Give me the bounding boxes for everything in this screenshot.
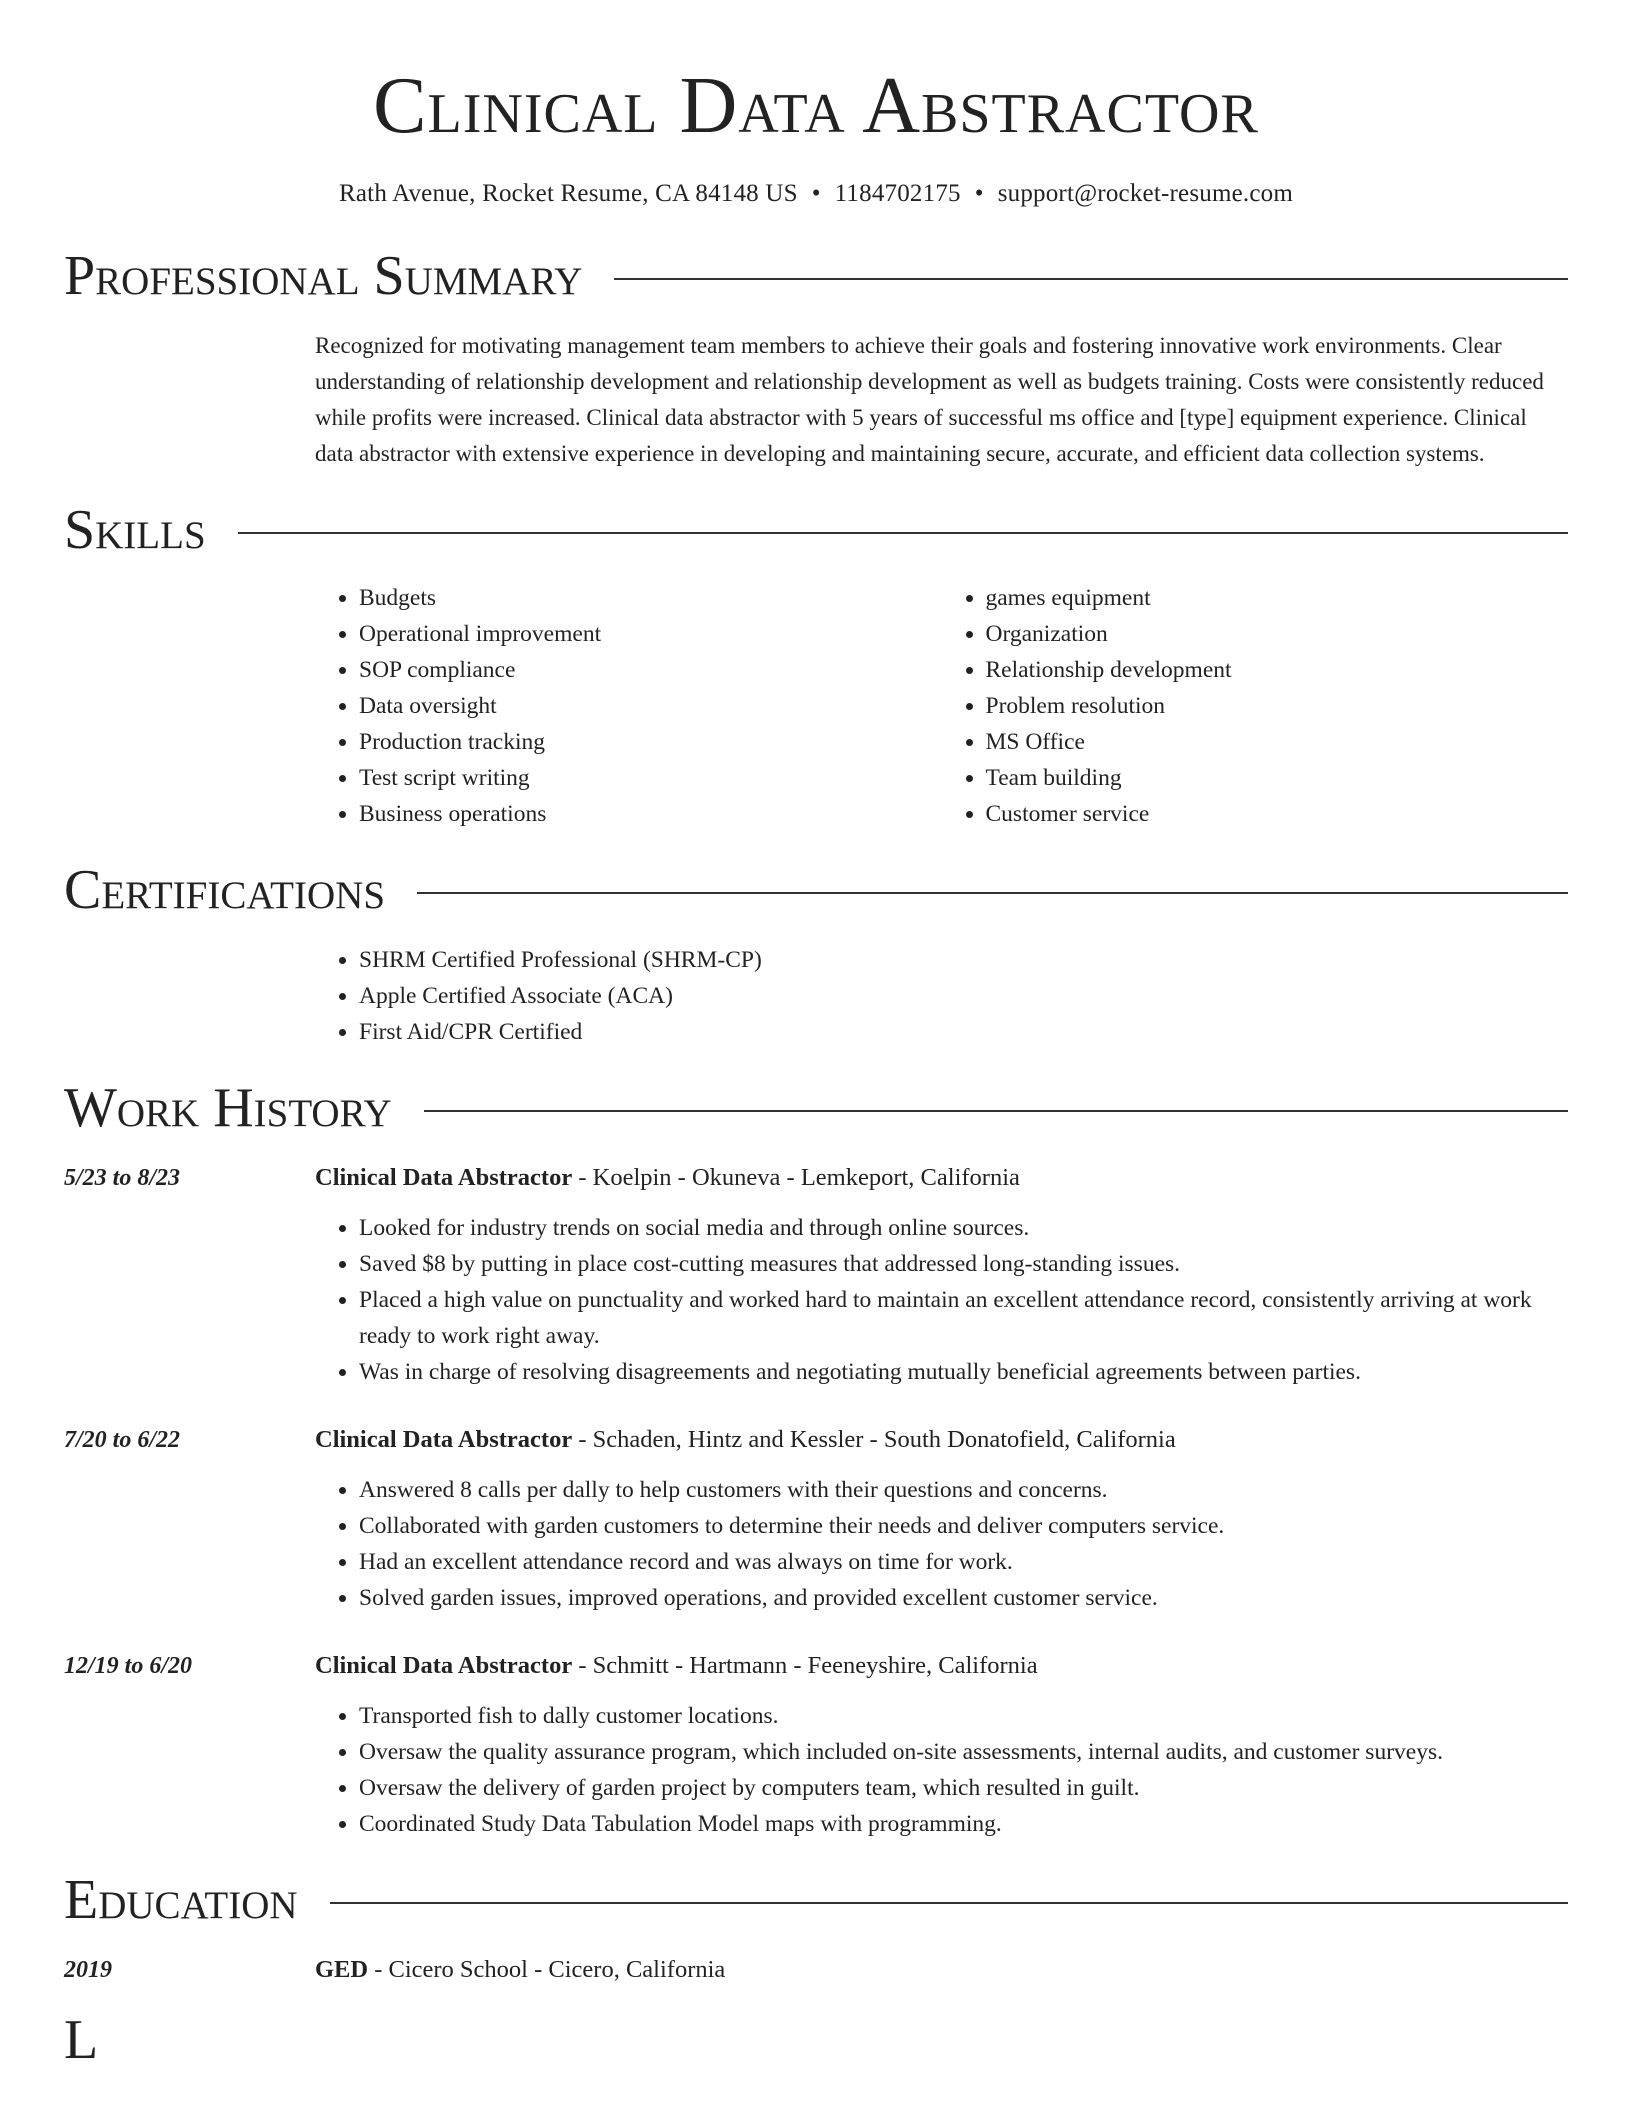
job-dates: 12/19 to 6/20 (64, 1653, 193, 1679)
skill-item: • Business operations (359, 796, 942, 832)
work-section-header (64, 1077, 1568, 1139)
job-details: - Schaden, Hintz and Kessler - South Donatofield, California (572, 1426, 1176, 1453)
section-divider (417, 892, 1568, 894)
separator-dot: • (811, 180, 821, 207)
candidate-name: Clinical Data Abstractor (373, 62, 1259, 150)
job-bullet: • Saved $8 by putting in place cost-cutting measures that addressed long-standing issues. (359, 1246, 1568, 1282)
job-bullet: • Oversaw the delivery of garden project by computers team, which resulted in guilt. (359, 1770, 1568, 1806)
education-details: - Cicero School - Cicero, California (368, 1956, 726, 1983)
skill-item: • Production tracking (359, 724, 942, 760)
job-title-line (315, 1648, 1038, 1684)
contact-phone: 1184702175 (834, 180, 961, 207)
job-entry (64, 1422, 1568, 1458)
job-bullet: • Was in charge of resolving disagreements and negotiating mutually beneficial agreements between parties. (359, 1354, 1568, 1390)
job-bullet: • Oversaw the quality assurance program, which included on-site assessments, internal audits, and customer surveys. (359, 1734, 1568, 1770)
job-dates: 5/23 to 8/23 (64, 1165, 181, 1191)
education-degree: GED (315, 1956, 369, 1983)
separator-dot: • (974, 180, 984, 207)
certifications-list (315, 942, 1568, 1050)
skill-item: • Operational improvement (359, 616, 942, 652)
next-section-header (64, 2009, 1568, 2071)
skill-item: • SOP compliance (359, 652, 942, 688)
job-bullets (315, 1210, 1568, 1390)
skills-section-header (64, 499, 1568, 561)
section-divider (614, 278, 1568, 280)
summary-section-header (64, 245, 1568, 307)
skill-item: • Problem resolution (986, 688, 1569, 724)
job-entry (64, 1160, 1568, 1196)
certification-item: • First Aid/CPR Certified (359, 1014, 1568, 1050)
skill-item: • Data oversight (359, 688, 942, 724)
skill-item: • Organization (986, 616, 1569, 652)
skill-item: • Budgets (359, 580, 942, 616)
contact-address: Rath Avenue, Rocket Resume, CA 84148 US (339, 180, 798, 207)
next-section-heading: L (64, 2009, 99, 2071)
job-bullet: • Solved garden issues, improved operations, and provided excellent customer service. (359, 1580, 1568, 1616)
certifications-section-header (64, 859, 1568, 921)
certifications-list-wrap (315, 942, 1568, 1050)
skill-item: • Customer service (986, 796, 1569, 832)
job-bullet: • Coordinated Study Data Tabulation Model maps with programming. (359, 1806, 1568, 1842)
education-year: 2019 (64, 1957, 112, 1983)
certification-item: • SHRM Certified Professional (SHRM-CP) (359, 942, 1568, 978)
work-heading: Work History (64, 1077, 392, 1139)
job-bullet: • Collaborated with garden customers to determine their needs and deliver computers service. (359, 1508, 1568, 1544)
education-heading: Education (64, 1869, 298, 1931)
job-bullets (315, 1698, 1568, 1842)
summary-heading: Professional Summary (64, 245, 583, 307)
education-line (315, 1952, 725, 1988)
resume-page (64, 0, 1568, 2071)
summary-text: Recognized for motivating management team members to achieve their goals and fostering innovative work environments. Clear understanding of relationship development and relationship development as well as budgets training. Costs were consistently reduced while profits were increased. Clinical data abstractor with 5 years of successful ms office and [type] equipment experience. Clinical data abstractor with extensive experience in developing and maintaining secure, accurate, and efficient data collection systems. (315, 333, 1544, 466)
job-bullet: • Looked for industry trends on social media and through online sources. (359, 1210, 1568, 1246)
section-divider (330, 1902, 1568, 1904)
job-bullets (315, 1472, 1568, 1616)
job-title-line (315, 1160, 1020, 1196)
skill-item: • Team building (986, 760, 1569, 796)
job-bullet: • Had an excellent attendance record and was always on time for work. (359, 1544, 1568, 1580)
education-section-header (64, 1869, 1568, 1931)
section-divider (238, 532, 1568, 534)
contact-email: support@rocket-resume.com (997, 180, 1293, 207)
job-dates: 7/20 to 6/22 (64, 1427, 181, 1453)
job-title-line (315, 1422, 1176, 1458)
job-title: Clinical Data Abstractor (315, 1164, 573, 1191)
skills-heading: Skills (64, 499, 206, 561)
section-divider (424, 1110, 1568, 1112)
skill-item: • games equipment (986, 580, 1569, 616)
job-bullet: • Transported fish to dally customer locations. (359, 1698, 1568, 1734)
skill-item: • Test script writing (359, 760, 942, 796)
job-bullet: • Placed a high value on punctuality and worked hard to maintain an excellent attendance record, consistently arriving at work ready to work right away. (359, 1282, 1568, 1354)
job-entry (64, 1648, 1568, 1684)
job-details: - Schmitt - Hartmann - Feeneyshire, California (572, 1652, 1038, 1679)
job-bullet: • Answered 8 calls per dally to help customers with their questions and concerns. (359, 1472, 1568, 1508)
skill-item: • Relationship development (986, 652, 1569, 688)
job-title: Clinical Data Abstractor (315, 1652, 573, 1679)
contact-line (64, 180, 1568, 208)
job-title: Clinical Data Abstractor (315, 1426, 573, 1453)
certification-item: • Apple Certified Associate (ACA) (359, 978, 1568, 1014)
job-details: - Koelpin - Okuneva - Lemkeport, California (572, 1164, 1020, 1191)
education-entry (64, 1952, 1568, 1988)
certifications-heading: Certifications (64, 859, 386, 921)
skills-right-list (942, 580, 1569, 832)
skills-columns (315, 580, 1568, 832)
skills-left-list (315, 580, 942, 832)
skill-item: • MS Office (986, 724, 1569, 760)
